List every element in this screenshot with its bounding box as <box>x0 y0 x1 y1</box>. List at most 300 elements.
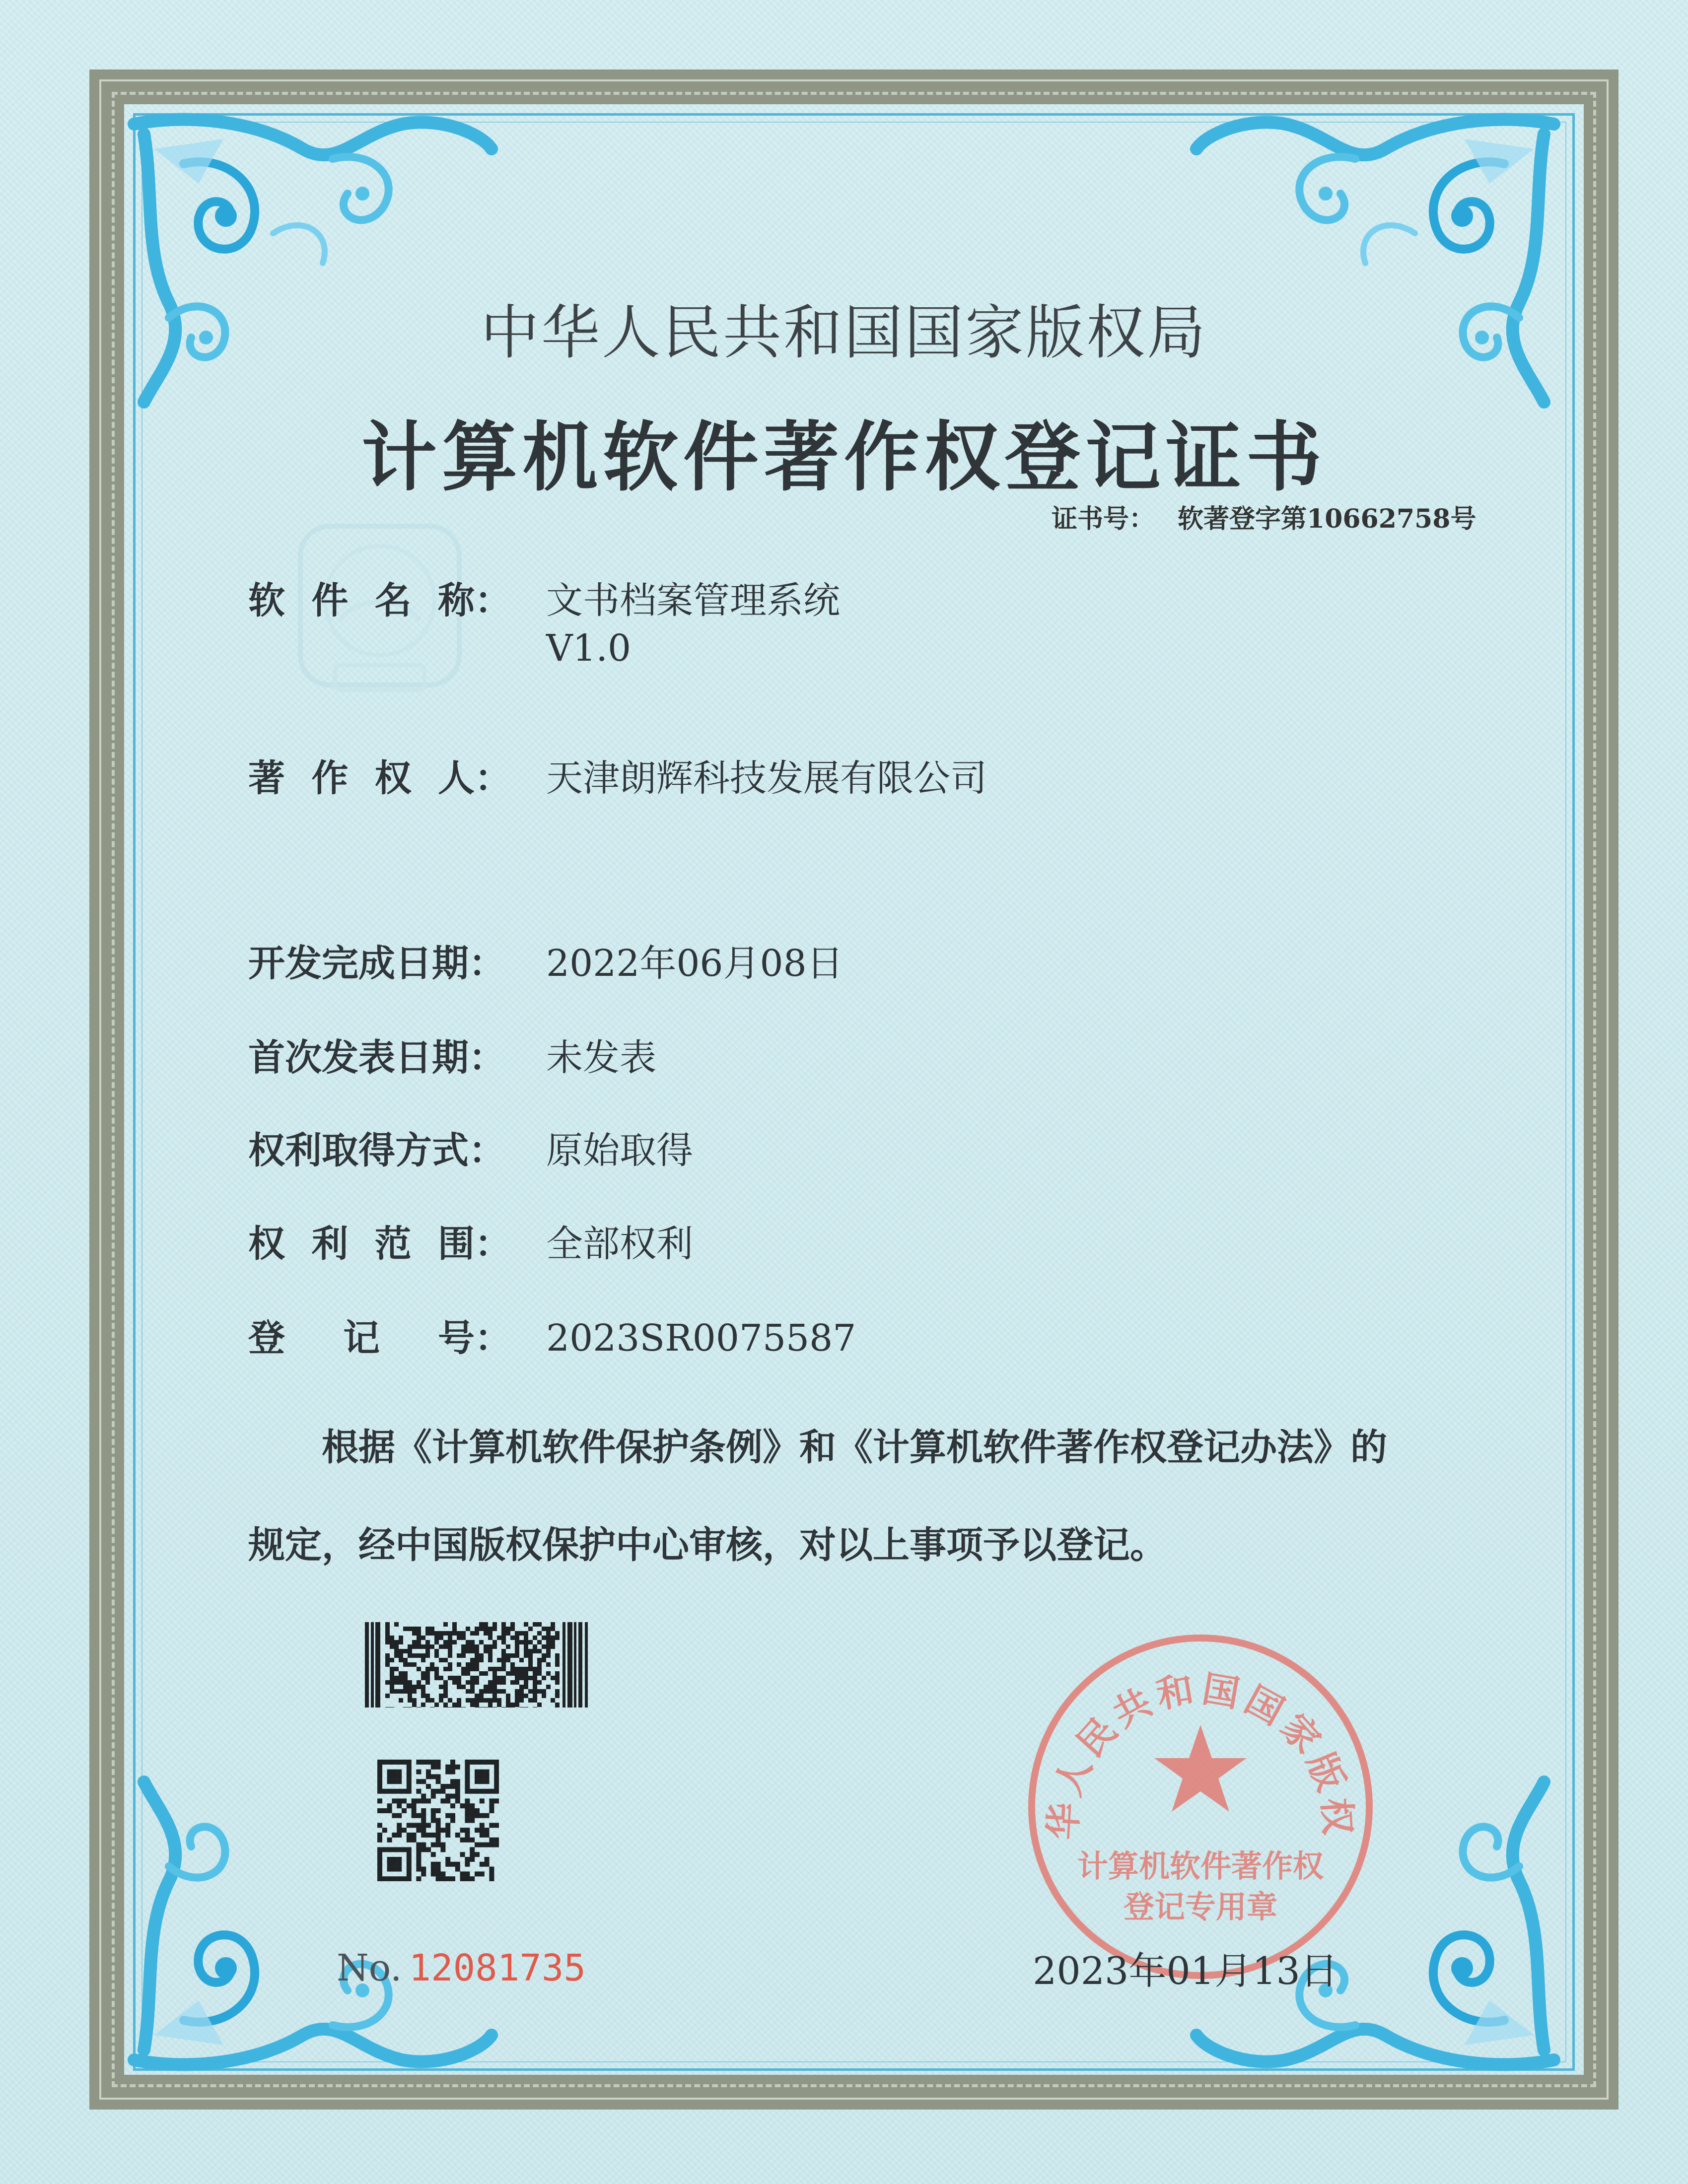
barcode-module <box>466 1662 470 1667</box>
qr-module <box>392 1876 397 1881</box>
barcode-module <box>394 1667 399 1671</box>
qr-module <box>416 1789 421 1794</box>
qr-module <box>412 1803 417 1808</box>
barcode-module <box>492 1627 497 1631</box>
barcode-module <box>497 1703 501 1707</box>
barcode-module <box>434 1703 439 1707</box>
barcode-module <box>452 1676 457 1680</box>
qr-module <box>426 1847 431 1852</box>
barcode-module <box>452 1622 457 1627</box>
barcode-module <box>457 1636 461 1640</box>
barcode-module <box>501 1631 506 1636</box>
barcode-module <box>515 1694 519 1698</box>
barcode-module <box>417 1644 421 1649</box>
barcode-module <box>425 1627 430 1631</box>
qr-module <box>475 1828 480 1833</box>
qr-module <box>377 1862 382 1867</box>
barcode-module <box>506 1627 510 1631</box>
barcode-module <box>533 1649 537 1653</box>
barcode-module <box>390 1676 394 1680</box>
qr-module <box>465 1803 470 1808</box>
qr-module <box>450 1876 455 1881</box>
barcode-module <box>412 1703 417 1707</box>
qr-module <box>460 1876 465 1881</box>
qr-module <box>426 1770 431 1774</box>
barcode-module <box>479 1689 484 1694</box>
qr-module <box>407 1774 412 1779</box>
barcode-module <box>501 1636 506 1640</box>
barcode-module <box>403 1671 408 1676</box>
barcode-module <box>546 1636 551 1640</box>
qr-module <box>455 1862 460 1867</box>
barcode-module <box>492 1676 497 1680</box>
qr-module <box>416 1876 421 1881</box>
field-value: 全部权利 <box>546 1223 693 1265</box>
barcode-module <box>403 1658 408 1662</box>
qr-module <box>475 1760 480 1765</box>
barcode-module <box>528 1658 533 1662</box>
qr-module <box>392 1760 397 1765</box>
barcode-module <box>479 1671 484 1676</box>
qr-module <box>421 1823 426 1828</box>
qr-module <box>431 1813 436 1818</box>
barcode-module <box>524 1671 528 1676</box>
qr-module <box>431 1862 436 1867</box>
barcode-module <box>399 1640 403 1644</box>
qr-module <box>465 1798 470 1803</box>
qr-module <box>421 1847 426 1852</box>
barcode-module <box>546 1662 551 1667</box>
barcode-module <box>533 1667 537 1671</box>
barcode-module <box>475 1694 479 1698</box>
barcode-module <box>475 1658 479 1662</box>
barcode-module <box>425 1694 430 1698</box>
field-label: 权利取得方式： <box>248 1129 505 1172</box>
qr-module <box>436 1828 441 1833</box>
qr-module <box>431 1760 436 1765</box>
qr-module <box>402 1798 407 1803</box>
qr-module <box>445 1770 450 1774</box>
barcode-module <box>385 1631 390 1636</box>
qr-module <box>431 1852 436 1857</box>
qr-module <box>436 1871 441 1876</box>
qr-module <box>436 1862 441 1867</box>
qr-module <box>465 1876 470 1881</box>
barcode-module <box>452 1627 457 1631</box>
qr-module <box>445 1823 450 1828</box>
barcode-module <box>528 1689 533 1694</box>
qr-module <box>485 1770 490 1774</box>
barcode-module <box>417 1627 421 1631</box>
qr-module <box>480 1871 485 1876</box>
barcode-module <box>390 1671 394 1676</box>
qr-module <box>445 1833 450 1838</box>
qr-module <box>480 1760 485 1765</box>
qr-module <box>475 1774 480 1779</box>
barcode-module <box>515 1671 519 1676</box>
barcode-module <box>519 1685 524 1689</box>
qr-module <box>455 1765 460 1770</box>
barcode-module <box>555 1703 560 1707</box>
qr-module <box>387 1779 392 1784</box>
qr-module <box>436 1760 441 1765</box>
barcode-module <box>439 1685 443 1689</box>
barcode-module <box>408 1644 412 1649</box>
barcode-module <box>475 1662 479 1667</box>
barcode-module <box>484 1644 488 1649</box>
barcode-module <box>546 1671 551 1676</box>
qr-module <box>465 1838 470 1843</box>
barcode-module <box>466 1627 470 1631</box>
barcode-module <box>537 1622 542 1627</box>
barcode-module <box>479 1653 484 1658</box>
barcode-module <box>510 1627 515 1631</box>
qr-module <box>402 1789 407 1794</box>
qr-module <box>392 1779 397 1784</box>
barcode-module <box>443 1703 448 1707</box>
barcode-module <box>542 1644 546 1649</box>
qr-module <box>480 1813 485 1818</box>
serial-value: 12081735 <box>409 1947 586 1989</box>
barcode-module <box>408 1698 412 1703</box>
qr-module <box>485 1828 490 1833</box>
qr-module <box>450 1779 455 1784</box>
qr-module <box>397 1774 402 1779</box>
qr-module <box>407 1867 412 1872</box>
qr-module <box>407 1765 412 1770</box>
barcode-module <box>546 1644 551 1649</box>
qr-module <box>485 1774 490 1779</box>
barcode-module <box>425 1667 430 1671</box>
barcode-module <box>515 1680 519 1685</box>
barcode-module <box>488 1680 492 1685</box>
qr-module <box>407 1857 412 1862</box>
qr-module <box>445 1798 450 1803</box>
qr-module <box>465 1857 470 1862</box>
barcode-module <box>484 1671 488 1676</box>
qr-module <box>480 1798 485 1803</box>
qr-module <box>377 1765 382 1770</box>
barcode-module <box>461 1631 466 1636</box>
issue-date: 2023年01月13日 <box>1033 1949 1338 1993</box>
barcode-module <box>470 1680 475 1685</box>
qr-module <box>387 1876 392 1881</box>
barcode-module <box>394 1689 399 1694</box>
barcode-module <box>537 1649 542 1653</box>
barcode-module <box>421 1676 425 1680</box>
qr-module <box>455 1833 460 1838</box>
barcode-module <box>394 1653 399 1658</box>
barcode-module <box>506 1694 510 1698</box>
seal-inner-line-2: 登记专用章 <box>1123 1889 1277 1925</box>
barcode-module <box>501 1680 506 1685</box>
barcode-module <box>555 1676 560 1680</box>
qr-module <box>421 1833 426 1838</box>
qr-module <box>387 1770 392 1774</box>
barcode-module <box>524 1622 528 1627</box>
barcode-module <box>448 1676 452 1680</box>
barcode-module <box>528 1698 533 1703</box>
barcode-module <box>452 1631 457 1636</box>
barcode-module <box>546 1685 551 1689</box>
qr-module <box>450 1818 455 1823</box>
barcode-module <box>403 1680 408 1685</box>
qr-module <box>426 1823 431 1828</box>
barcode-module <box>385 1658 390 1662</box>
barcode-module <box>506 1631 510 1636</box>
barcode-module <box>475 1653 479 1658</box>
barcode-bar <box>563 1622 565 1707</box>
barcode-module <box>533 1622 537 1627</box>
qr-module <box>494 1760 499 1765</box>
barcode-module <box>524 1685 528 1689</box>
barcode-module <box>533 1680 537 1685</box>
barcode-module <box>501 1622 506 1627</box>
barcode-module <box>399 1671 403 1676</box>
barcode-module <box>524 1649 528 1653</box>
barcode-module <box>551 1644 555 1649</box>
barcode-module <box>448 1667 452 1671</box>
qr-module <box>489 1803 494 1808</box>
barcode-module <box>412 1653 417 1658</box>
qr-module <box>455 1798 460 1803</box>
barcode-module <box>492 1640 497 1644</box>
barcode-module <box>475 1667 479 1671</box>
barcode-module <box>466 1698 470 1703</box>
barcode-module <box>470 1667 475 1671</box>
barcode-module <box>551 1640 555 1644</box>
qr-module <box>397 1789 402 1794</box>
barcode-module <box>412 1627 417 1631</box>
certificate-title: 计算机软件著作权登记证书 <box>361 412 1327 501</box>
barcode-bar <box>578 1622 582 1707</box>
barcode-module <box>510 1703 515 1707</box>
certificate-number-label: 证书号： <box>1052 504 1155 534</box>
qr-module <box>436 1765 441 1770</box>
barcode-module <box>501 1640 506 1644</box>
qr-module <box>440 1784 445 1789</box>
qr-module <box>489 1760 494 1765</box>
qr-module <box>377 1867 382 1872</box>
qr-module <box>489 1871 494 1876</box>
barcode-module <box>443 1680 448 1685</box>
barcode-module <box>443 1631 448 1636</box>
qr-module <box>475 1779 480 1784</box>
barcode-module <box>394 1640 399 1644</box>
barcode-module <box>470 1662 475 1667</box>
qr-module <box>460 1803 465 1808</box>
barcode-module <box>510 1680 515 1685</box>
barcode-module <box>466 1671 470 1676</box>
barcode-module <box>425 1640 430 1644</box>
qr-module <box>426 1774 431 1779</box>
qr-module <box>450 1765 455 1770</box>
barcode-module <box>533 1676 537 1680</box>
barcode-module <box>403 1627 408 1631</box>
qr-module <box>377 1876 382 1881</box>
barcode-bar <box>585 1622 588 1707</box>
barcode-module <box>519 1676 524 1680</box>
qr-module <box>440 1789 445 1794</box>
field-value: 原始取得 <box>546 1129 693 1172</box>
barcode-module <box>434 1671 439 1676</box>
field-label: 著 作 权 人： <box>248 757 511 800</box>
barcode-module <box>430 1631 434 1636</box>
field-value: 未发表 <box>546 1036 656 1079</box>
qr-module <box>397 1876 402 1881</box>
qr-module <box>416 1857 421 1862</box>
barcode-module <box>448 1698 452 1703</box>
field-label: 开发完成日期： <box>248 942 505 985</box>
qr-module <box>412 1838 417 1843</box>
barcode-module <box>466 1689 470 1694</box>
barcode-module <box>466 1640 470 1644</box>
barcode-module <box>519 1631 524 1636</box>
barcode-module <box>390 1658 394 1662</box>
barcode-module <box>443 1644 448 1649</box>
qr-module <box>407 1784 412 1789</box>
barcode-module <box>488 1658 492 1662</box>
barcode-module <box>528 1640 533 1644</box>
qr-module <box>445 1828 450 1833</box>
barcode-module <box>475 1698 479 1703</box>
qr-module <box>377 1823 382 1828</box>
barcode-module <box>542 1676 546 1680</box>
qr-module <box>407 1876 412 1881</box>
qr-code <box>377 1760 499 1881</box>
qr-module <box>392 1833 397 1838</box>
barcode-module <box>403 1649 408 1653</box>
barcode-module <box>425 1676 430 1680</box>
barcode-module <box>443 1689 448 1694</box>
barcode-module <box>408 1627 412 1631</box>
barcode-module <box>555 1631 560 1636</box>
barcode-module <box>484 1649 488 1653</box>
barcode-module <box>439 1644 443 1649</box>
barcode-module <box>457 1631 461 1636</box>
barcode-module <box>551 1627 555 1631</box>
barcode-bar <box>574 1622 576 1707</box>
qr-module <box>431 1774 436 1779</box>
qr-module <box>460 1852 465 1857</box>
barcode-module <box>528 1667 533 1671</box>
barcode-module <box>479 1698 484 1703</box>
barcode-module <box>510 1622 515 1627</box>
barcode-module <box>475 1649 479 1653</box>
barcode-module <box>448 1636 452 1640</box>
barcode-module <box>519 1698 524 1703</box>
barcode-module <box>533 1644 537 1649</box>
qr-module <box>455 1779 460 1784</box>
barcode-module <box>394 1649 399 1653</box>
barcode-module <box>515 1644 519 1649</box>
barcode-module <box>434 1649 439 1653</box>
qr-module <box>421 1779 426 1784</box>
qr-module <box>431 1833 436 1838</box>
qr-module <box>407 1789 412 1794</box>
qr-module <box>465 1784 470 1789</box>
barcode-module <box>492 1622 497 1627</box>
qr-module <box>489 1876 494 1881</box>
certificate-number <box>1052 498 1476 535</box>
barcode-module <box>506 1658 510 1662</box>
qr-module <box>407 1847 412 1852</box>
qr-module <box>480 1823 485 1828</box>
barcode-module <box>551 1676 555 1680</box>
qr-module <box>445 1862 450 1867</box>
qr-module <box>445 1857 450 1862</box>
barcode-module <box>385 1662 390 1667</box>
qr-module <box>465 1813 470 1818</box>
barcode-module <box>537 1689 542 1694</box>
barcode-module <box>479 1640 484 1644</box>
qr-module <box>485 1813 490 1818</box>
qr-module <box>450 1770 455 1774</box>
barcode-module <box>434 1640 439 1644</box>
barcode-module <box>515 1640 519 1644</box>
barcode-module <box>399 1698 403 1703</box>
barcode-module <box>501 1658 506 1662</box>
barcode-module <box>555 1689 560 1694</box>
barcode-module <box>488 1703 492 1707</box>
qr-module <box>416 1867 421 1872</box>
qr-module <box>412 1798 417 1803</box>
barcode-module <box>412 1698 417 1703</box>
barcode-module <box>430 1698 434 1703</box>
qr-module <box>416 1847 421 1852</box>
barcode-module <box>425 1649 430 1653</box>
barcode-module <box>546 1631 551 1636</box>
barcode-module <box>555 1653 560 1658</box>
certificate-number-value: 软著登字第10662758号 <box>1178 504 1477 534</box>
barcode-module <box>484 1627 488 1631</box>
barcode-module <box>425 1680 430 1685</box>
barcode-module <box>528 1653 533 1658</box>
barcode-module <box>484 1685 488 1689</box>
qr-module <box>460 1828 465 1833</box>
barcode-module <box>457 1703 461 1707</box>
qr-module <box>480 1789 485 1794</box>
qr-module <box>465 1770 470 1774</box>
field-value: 天津朗辉科技发展有限公司 <box>546 757 987 800</box>
barcode-module <box>470 1644 475 1649</box>
barcode-module <box>475 1627 479 1631</box>
barcode-module <box>461 1653 466 1658</box>
qr-module <box>460 1871 465 1876</box>
qr-module <box>475 1789 480 1794</box>
qr-module <box>494 1843 499 1847</box>
qr-module <box>377 1871 382 1876</box>
barcode-module <box>390 1685 394 1689</box>
barcode-module <box>417 1636 421 1640</box>
qr-module <box>480 1862 485 1867</box>
barcode-module <box>488 1653 492 1658</box>
barcode-module <box>488 1636 492 1640</box>
qr-module <box>489 1798 494 1803</box>
barcode-module <box>461 1636 466 1640</box>
barcode-module <box>461 1649 466 1653</box>
barcode-module <box>515 1703 519 1707</box>
qr-module <box>440 1847 445 1852</box>
barcode-module <box>385 1636 390 1640</box>
qr-module <box>421 1813 426 1818</box>
barcode-module <box>457 1685 461 1689</box>
barcode-module <box>390 1636 394 1640</box>
barcode-module <box>537 1667 542 1671</box>
barcode-module <box>385 1622 390 1627</box>
barcode-module <box>408 1689 412 1694</box>
qr-module <box>465 1818 470 1823</box>
